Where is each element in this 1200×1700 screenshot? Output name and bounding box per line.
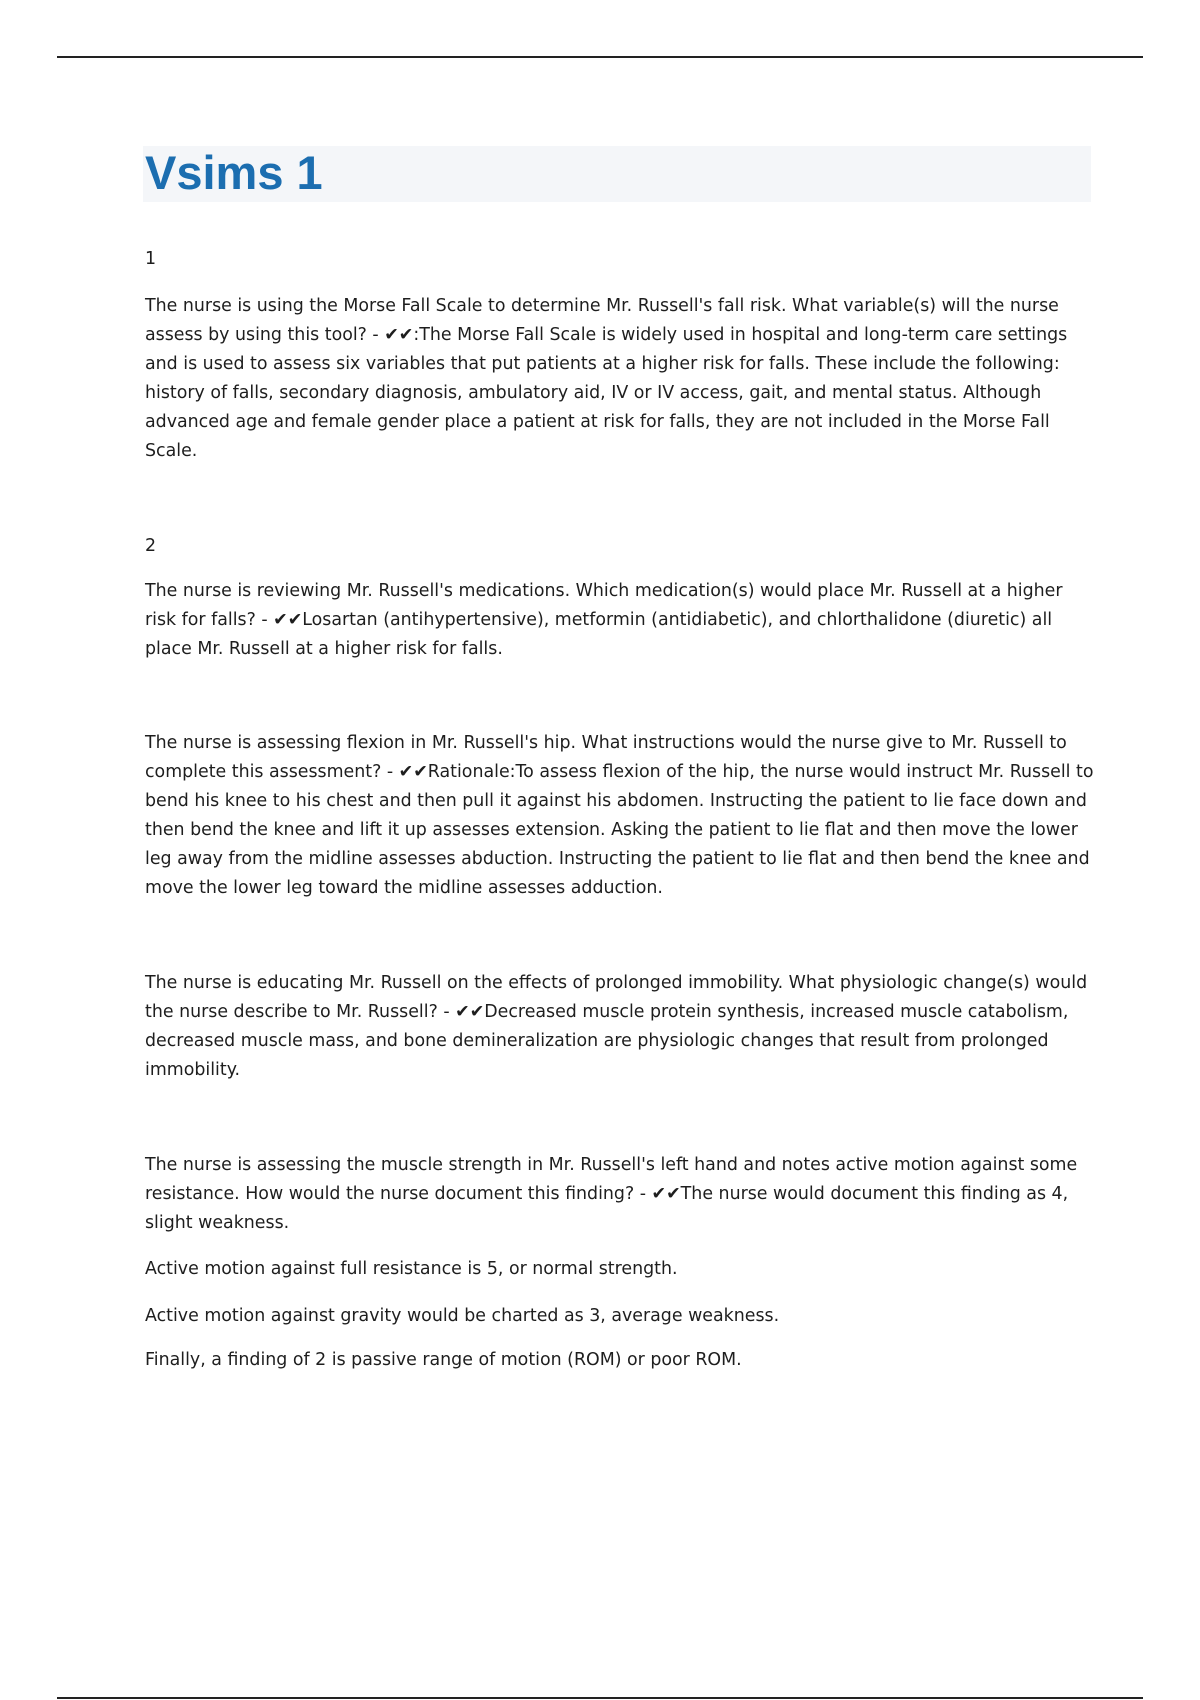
question-answer-text: The nurse is assessing the muscle strength in Mr. Russell's left hand and notes active motion against some resistance. How would the nurse document this finding? - ✔✔The nurse would document this finding as 4, slight weakness. <box>145 1155 1078 1233</box>
question-number: 2 <box>145 536 157 556</box>
document-title: Vsims 1 <box>145 146 323 199</box>
question-number: 1 <box>145 249 157 269</box>
explanation-note: Active motion against gravity would be charted as 3, average weakness. <box>145 1306 780 1326</box>
question-answer-text: The nurse is educating Mr. Russell on the effects of prolonged immobility. What physiologic change(s) would the nurse describe to Mr. Russell? - ✔✔Decreased muscle protein synthesis, increased muscle catabolism, decreased muscle mass, and bone demineralization are physiologic changes that result from prolonged immobility. <box>145 973 1088 1080</box>
page-bottom-rule <box>57 1697 1143 1699</box>
question-answer-text: The nurse is assessing flexion in Mr. Russell's hip. What instructions would the nurse give to Mr. Russell to complete this assessment? - ✔✔Rationale:To assess flexion of the hip, the nurse would instruct Mr. Russell to bend his knee to his chest and then pull it against his abdomen. Instructing the patient to lie face down and then bend the knee and lift it up assesses extension. Asking the patient to lie flat and then move the lower leg away from the midline assesses abduction. Instructing the patient to lie flat and then bend the knee and move the lower leg toward the midline assesses adduction. <box>145 733 1094 898</box>
question-answer-text: The nurse is using the Morse Fall Scale to determine Mr. Russell's fall risk. What variable(s) will the nurse assess by using this tool? - ✔✔:The Morse Fall Scale is widely used in hospital and long-term care settings and is used to assess six variables that put patients at a higher risk for falls. These include the following: history of falls, secondary diagnosis, ambulatory aid, IV or IV access, gait, and mental status. Although advanced age and female gender place a patient at risk for falls, they are not included in the Morse Fall Scale. <box>145 296 1068 461</box>
question-answer-text: The nurse is reviewing Mr. Russell's medications. Which medication(s) would place Mr. Russell at a higher risk for falls? - ✔✔Losartan (antihypertensive), metformin (antidiabetic), and chlorthalidone (diuretic) all place Mr. Russell at a higher risk for falls. <box>145 581 1063 659</box>
explanation-note: Active motion against full resistance is 5, or normal strength. <box>145 1259 678 1279</box>
explanation-note: Finally, a finding of 2 is passive range of motion (ROM) or poor ROM. <box>145 1350 742 1370</box>
page-top-rule <box>57 56 1143 58</box>
